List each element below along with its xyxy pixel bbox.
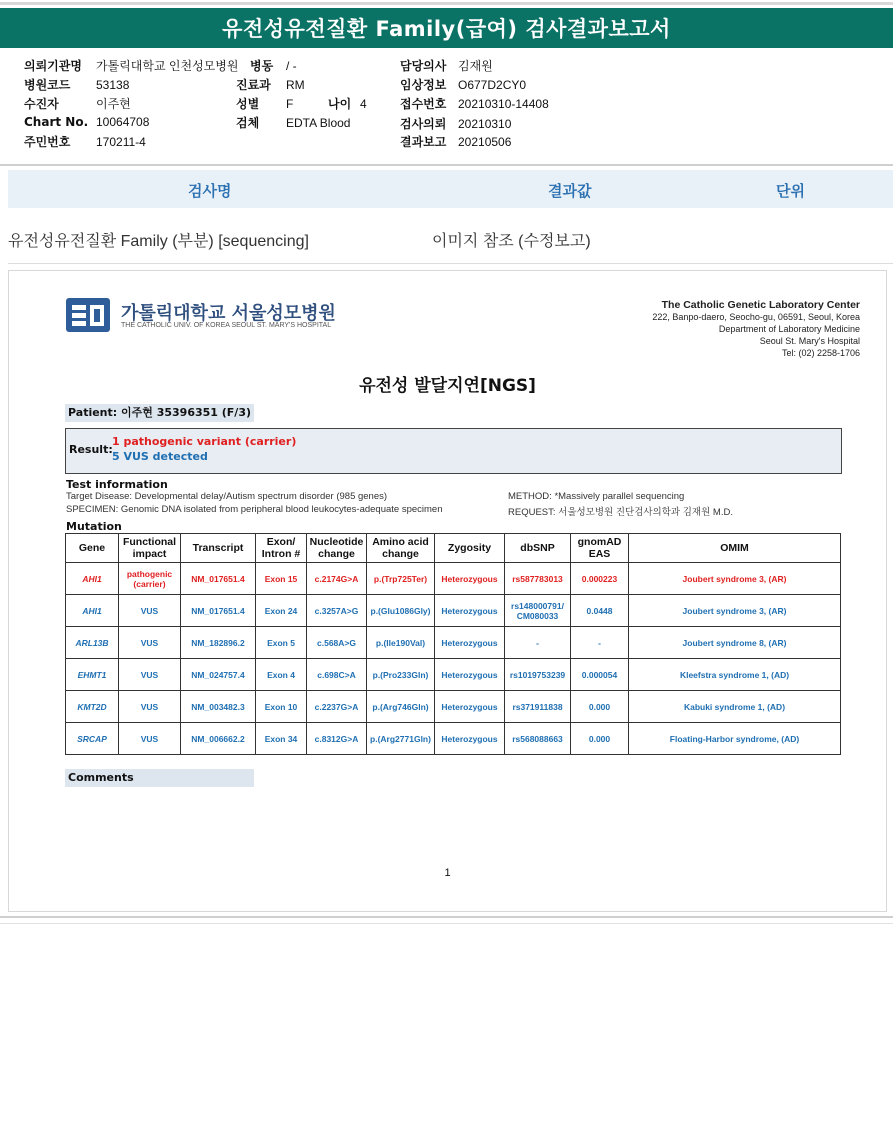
cell-nucleotide: c.698C>A [307,659,367,691]
info-ward: 병동 / - [250,59,297,73]
cell-dbsnp: rs148000791/ CM080033 [505,595,571,627]
cell-zygosity: Heterozygous [435,723,505,755]
cell-transcript: NM_017651.4 [181,563,256,595]
specimen: SPECIMEN: Genomic DNA isolated from peripheral blood leukocytes-adequate specimen [66,504,443,515]
cell-exon: Exon 10 [256,691,307,723]
cell-omim: Joubert syndrome 3, (AR) [629,563,841,595]
cell-omim: Joubert syndrome 3, (AR) [629,595,841,627]
table-row [66,691,841,723]
method: METHOD: *Massively parallel sequencing [508,491,685,502]
info-physician: 담당의사 김재원 [400,59,493,73]
test-result-row [8,212,893,262]
section-divider [0,164,893,166]
cell-zygosity: Heterozygous [435,595,505,627]
target-disease: Target Disease: Developmental delay/Autism spectrum disorder (985 genes) [66,491,388,502]
info-sex: 성별 F [236,97,294,111]
info-request-date: 검사의뢰 20210310 [400,117,512,131]
header-zygosity: Zygosity [435,534,505,563]
mutation-table-header [66,534,841,563]
cell-amino-acid: p.(Pro233Gln) [367,659,435,691]
hospital-logo-icon [65,297,111,333]
cell-gnomad: - [571,627,629,659]
cell-dbsnp: - [505,627,571,659]
cell-nucleotide: c.3257A>G [307,595,367,627]
cell-transcript: NM_003482.3 [181,691,256,723]
table-row [66,723,841,755]
info-department: 진료과 RM [236,78,305,92]
header-nucleotide-change: Nucleotide change [307,534,367,563]
info-specimen: 검체 EDTA Blood [236,116,351,130]
lab-center-hospital: Seoul St. Mary's Hospital [759,336,860,346]
cell-amino-acid: p.(Ile190Val) [367,627,435,659]
cell-exon: Exon 24 [256,595,307,627]
cell-nucleotide: c.568A>G [307,627,367,659]
cell-gene: AHI1 [66,563,119,595]
top-divider [0,2,893,5]
info-report-date: 결과보고 20210506 [400,135,512,149]
bottom-divider-thin [0,923,893,924]
cell-zygosity: Heterozygous [435,563,505,595]
column-test-name: 검사명 [188,182,232,200]
results-column-header [8,170,893,208]
result-box [65,428,842,474]
header-transcript: Transcript [181,534,256,563]
cell-omim: Floating-Harbor syndrome, (AD) [629,723,841,755]
info-chart-no: Chart No. 10064708 [24,115,150,129]
header-dbsnp: dbSNP [505,534,571,563]
cell-dbsnp: rs1019753239 [505,659,571,691]
info-age: 나이 4 [328,97,367,111]
hospital-name-korean: 가톨릭대학교 서울성모병원 [121,303,336,324]
table-row [66,595,841,627]
cell-nucleotide: c.2237G>A [307,691,367,723]
report-image [8,270,887,912]
result-label: Result: [69,443,113,456]
cell-gene: SRCAP [66,723,119,755]
page-title: 유전성유전질환 Family(급여) 검사결과보고서 [0,8,893,48]
cell-omim: Kabuki syndrome 1, (AD) [629,691,841,723]
table-row [66,627,841,659]
cell-gnomad: 0.000223 [571,563,629,595]
column-unit: 단위 [776,182,805,200]
test-name: 유전성유전질환 Family (부분) [sequencing] [8,233,309,250]
cell-gnomad: 0.000054 [571,659,629,691]
mutation-table [65,533,841,755]
table-row [66,659,841,691]
hospital-name-english: THE CATHOLIC UNIV. OF KOREA SEOUL ST. MARY'S HOSPITAL [121,322,332,329]
cell-transcript: NM_017651.4 [181,595,256,627]
cell-dbsnp: rs371911838 [505,691,571,723]
lab-center-title: The Catholic Genetic Laboratory Center [661,299,860,311]
result-pathogenic: 1 pathogenic variant (carrier) [112,435,297,448]
cell-omim: Kleefstra syndrome 1, (AD) [629,659,841,691]
cell-functional-impact: pathogenic (carrier) [119,563,181,595]
cell-functional-impact: VUS [119,659,181,691]
test-information-heading: Test information [66,478,168,491]
header-amino-acid-change: Amino acid change [367,534,435,563]
mutation-heading: Mutation [66,520,122,533]
info-clinical-info: 임상정보 O677D2CY0 [400,78,527,92]
cell-transcript: NM_024757.4 [181,659,256,691]
info-accession-no: 접수번호 20210310-14408 [400,97,549,111]
header-exon-intron: Exon/ Intron # [256,534,307,563]
info-patient-name: 수진자 이주현 [24,97,131,111]
request: REQUEST: 서울성모병원 진단검사의학과 김재원 M.D. [508,507,733,518]
cell-nucleotide: c.8312G>A [307,723,367,755]
table-row [66,563,841,595]
bottom-divider [0,916,893,918]
cell-functional-impact: VUS [119,595,181,627]
comments-heading: Comments [65,769,254,787]
page-number: 1 [444,867,451,879]
cell-omim: Joubert syndrome 8, (AR) [629,627,841,659]
cell-exon: Exon 34 [256,723,307,755]
cell-gene: EHMT1 [66,659,119,691]
cell-functional-impact: VUS [119,723,181,755]
cell-gnomad: 0.000 [571,723,629,755]
cell-zygosity: Heterozygous [435,627,505,659]
lab-center-address: 222, Banpo-daero, Seocho-gu, 06591, Seoul, Korea [652,312,860,322]
row-divider [8,263,893,264]
cell-exon: Exon 4 [256,659,307,691]
header-omim: OMIM [629,534,841,563]
cell-zygosity: Heterozygous [435,691,505,723]
cell-transcript: NM_006662.2 [181,723,256,755]
cell-gnomad: 0.0448 [571,595,629,627]
lab-center-department: Department of Laboratory Medicine [718,324,860,334]
cell-exon: Exon 5 [256,627,307,659]
cell-nucleotide: c.2174G>A [307,563,367,595]
cell-amino-acid: p.(Arg746Gln) [367,691,435,723]
cell-functional-impact: VUS [119,691,181,723]
result-vus: 5 VUS detected [112,450,208,463]
header-functional-impact: Functional impact [119,534,181,563]
header-gene: Gene [66,534,119,563]
cell-gene: ARL13B [66,627,119,659]
lab-center-info [652,299,860,359]
info-resident-no: 주민번호 170211-4 [24,135,146,149]
test-result-value: 이미지 참조 (수정보고) [432,233,591,250]
patient-info-section [0,55,893,155]
info-requesting-institution: 의뢰기관명 가톨릭대학교 인천성모병원 [24,59,239,73]
cell-dbsnp: rs587783013 [505,563,571,595]
column-result: 결과값 [548,182,592,200]
report-patient: Patient: 이주현 35396351 (F/3) [65,404,254,422]
info-hospital-code: 병원코드 53138 [24,78,130,92]
cell-amino-acid: p.(Trp725Ter) [367,563,435,595]
cell-gene: AHI1 [66,595,119,627]
lab-center-tel: Tel: (02) 2258-1706 [781,348,860,358]
cell-exon: Exon 15 [256,563,307,595]
cell-amino-acid: p.(Glu1086Gly) [367,595,435,627]
header-gnomad-eas: gnomAD EAS [571,534,629,563]
cell-gnomad: 0.000 [571,691,629,723]
cell-gene: KMT2D [66,691,119,723]
report-title: 유전성 발달지연[NGS] [359,376,536,396]
cell-transcript: NM_182896.2 [181,627,256,659]
cell-dbsnp: rs568088663 [505,723,571,755]
cell-zygosity: Heterozygous [435,659,505,691]
cell-functional-impact: VUS [119,627,181,659]
cell-amino-acid: p.(Arg2771Gln) [367,723,435,755]
